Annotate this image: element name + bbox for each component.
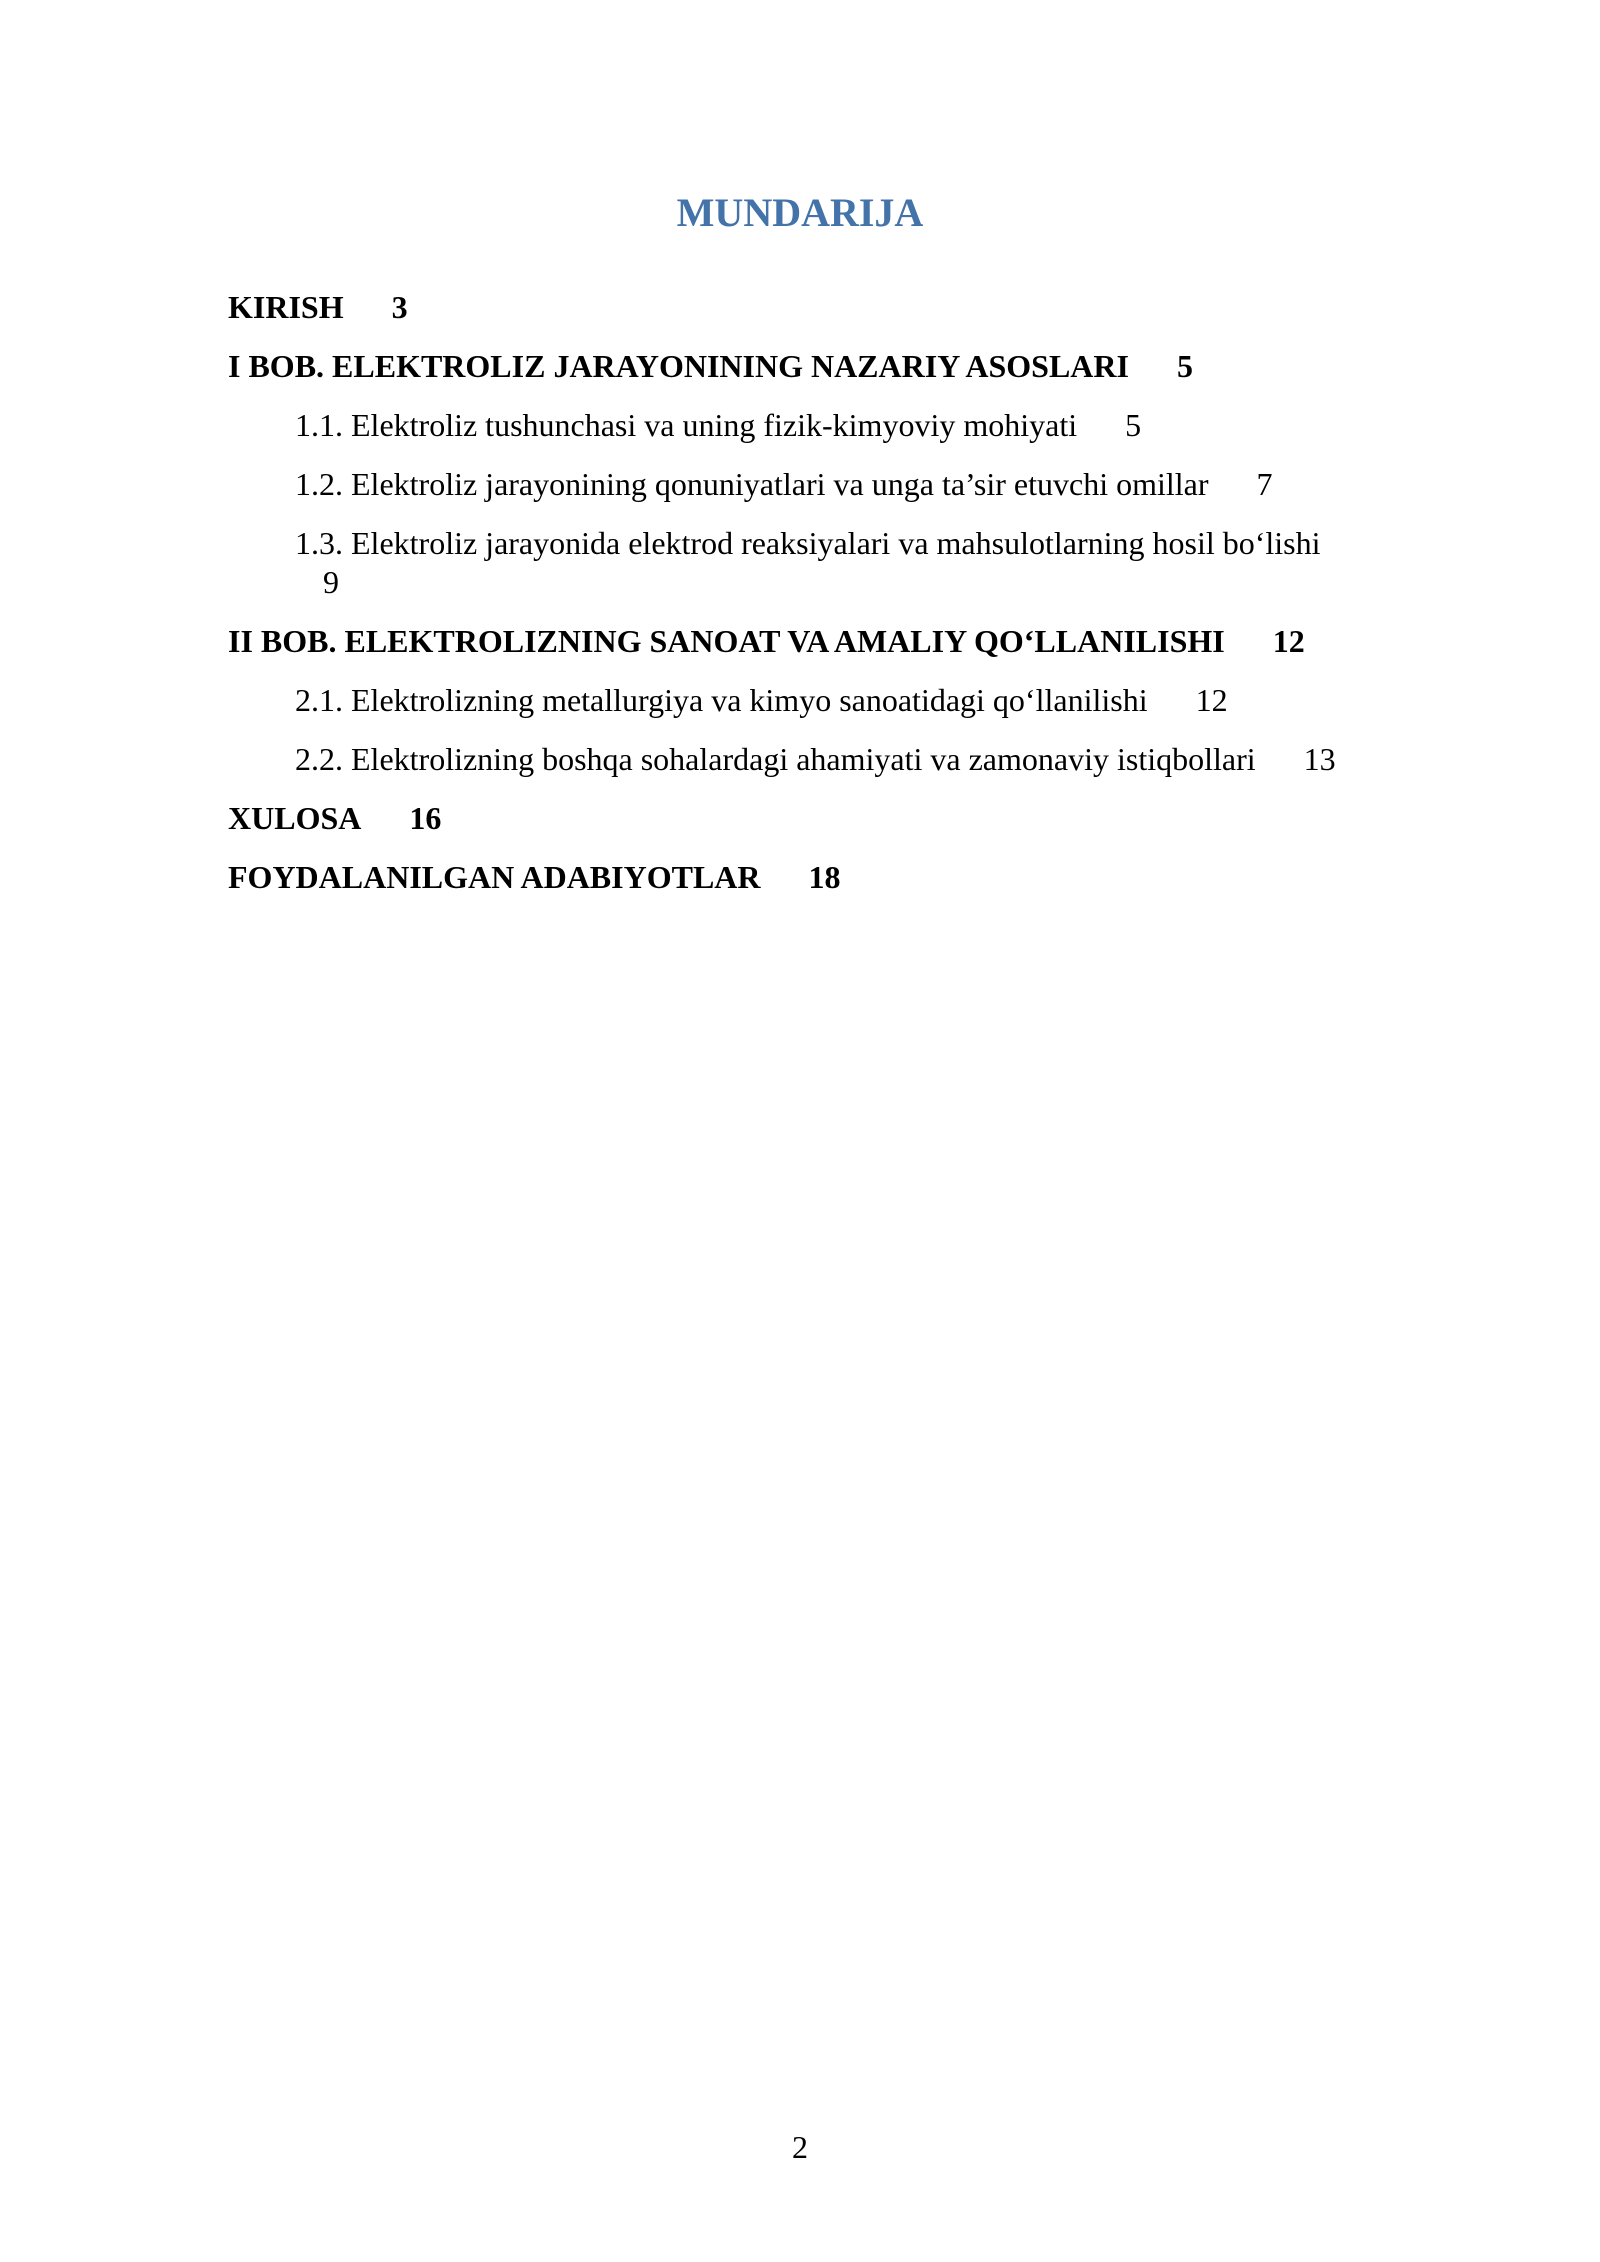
toc-entry-title: 1.3. Elektroliz jarayonida elektrod reaksiyalari va mahsulotlarning hosil bo‘lishi — [295, 525, 1321, 561]
toc-entry-page: 12 — [1272, 623, 1305, 659]
toc-entry-section-1-1[interactable] — [228, 406, 1428, 445]
toc-entry-title: 2.1. Elektrolizning metallurgiya va kimyo sanoatidagi qo‘llanilishi — [295, 682, 1148, 718]
toc-entry-page: 13 — [1303, 741, 1336, 777]
toc-entry-chapter-2[interactable] — [228, 622, 1428, 661]
toc-entry-page: 5 — [1176, 348, 1193, 384]
toc-entry-page: 18 — [808, 859, 841, 895]
toc-entry-section-2-1[interactable] — [228, 681, 1428, 720]
toc-entry-title: FOYDALANILGAN ADABIYOTLAR — [228, 859, 761, 895]
toc-entry-title: I BOB. ELEKTROLIZ JARAYONINING NAZARIY ASOSLARI — [228, 348, 1129, 384]
page-title: MUNDARIJA — [676, 190, 924, 235]
toc-entry-page: 16 — [409, 800, 442, 836]
toc-entry-title: 1.2. Elektroliz jarayonining qonuniyatlari va unga ta’sir etuvchi omillar — [295, 466, 1209, 502]
toc-entry-page: 3 — [391, 289, 408, 325]
toc-entry-section-2-2[interactable] — [228, 740, 1428, 779]
toc-entry-page: 12 — [1195, 682, 1228, 718]
page-number: 2 — [792, 2129, 808, 2165]
toc-entry-chapter-1[interactable] — [228, 347, 1428, 386]
toc-entry-page: 5 — [1125, 407, 1142, 443]
toc-entry-kirish[interactable] — [228, 288, 1428, 327]
toc-entry-section-1-3[interactable] — [228, 524, 1495, 602]
toc-entry-xulosa[interactable] — [228, 799, 1428, 838]
toc-entry-title: XULOSA — [228, 800, 362, 836]
toc-entry-title: 1.1. Elektroliz tushunchasi va uning fizik-kimyoviy mohiyati — [295, 407, 1078, 443]
toc-entry-title: KIRISH — [228, 289, 344, 325]
toc-entry-section-1-2[interactable] — [228, 465, 1428, 504]
toc-entry-page: 7 — [1256, 466, 1273, 502]
table-of-contents — [228, 288, 1428, 917]
toc-entry-title: II BOB. ELEKTROLIZNING SANOAT VA AMALIY QO‘LLANILISHI — [228, 623, 1225, 659]
toc-entry-title: 2.2. Elektrolizning boshqa sohalardagi ahamiyati va zamonaviy istiqbollari — [295, 741, 1256, 777]
toc-entry-references[interactable] — [228, 858, 1428, 897]
toc-entry-page: 9 — [323, 564, 339, 600]
